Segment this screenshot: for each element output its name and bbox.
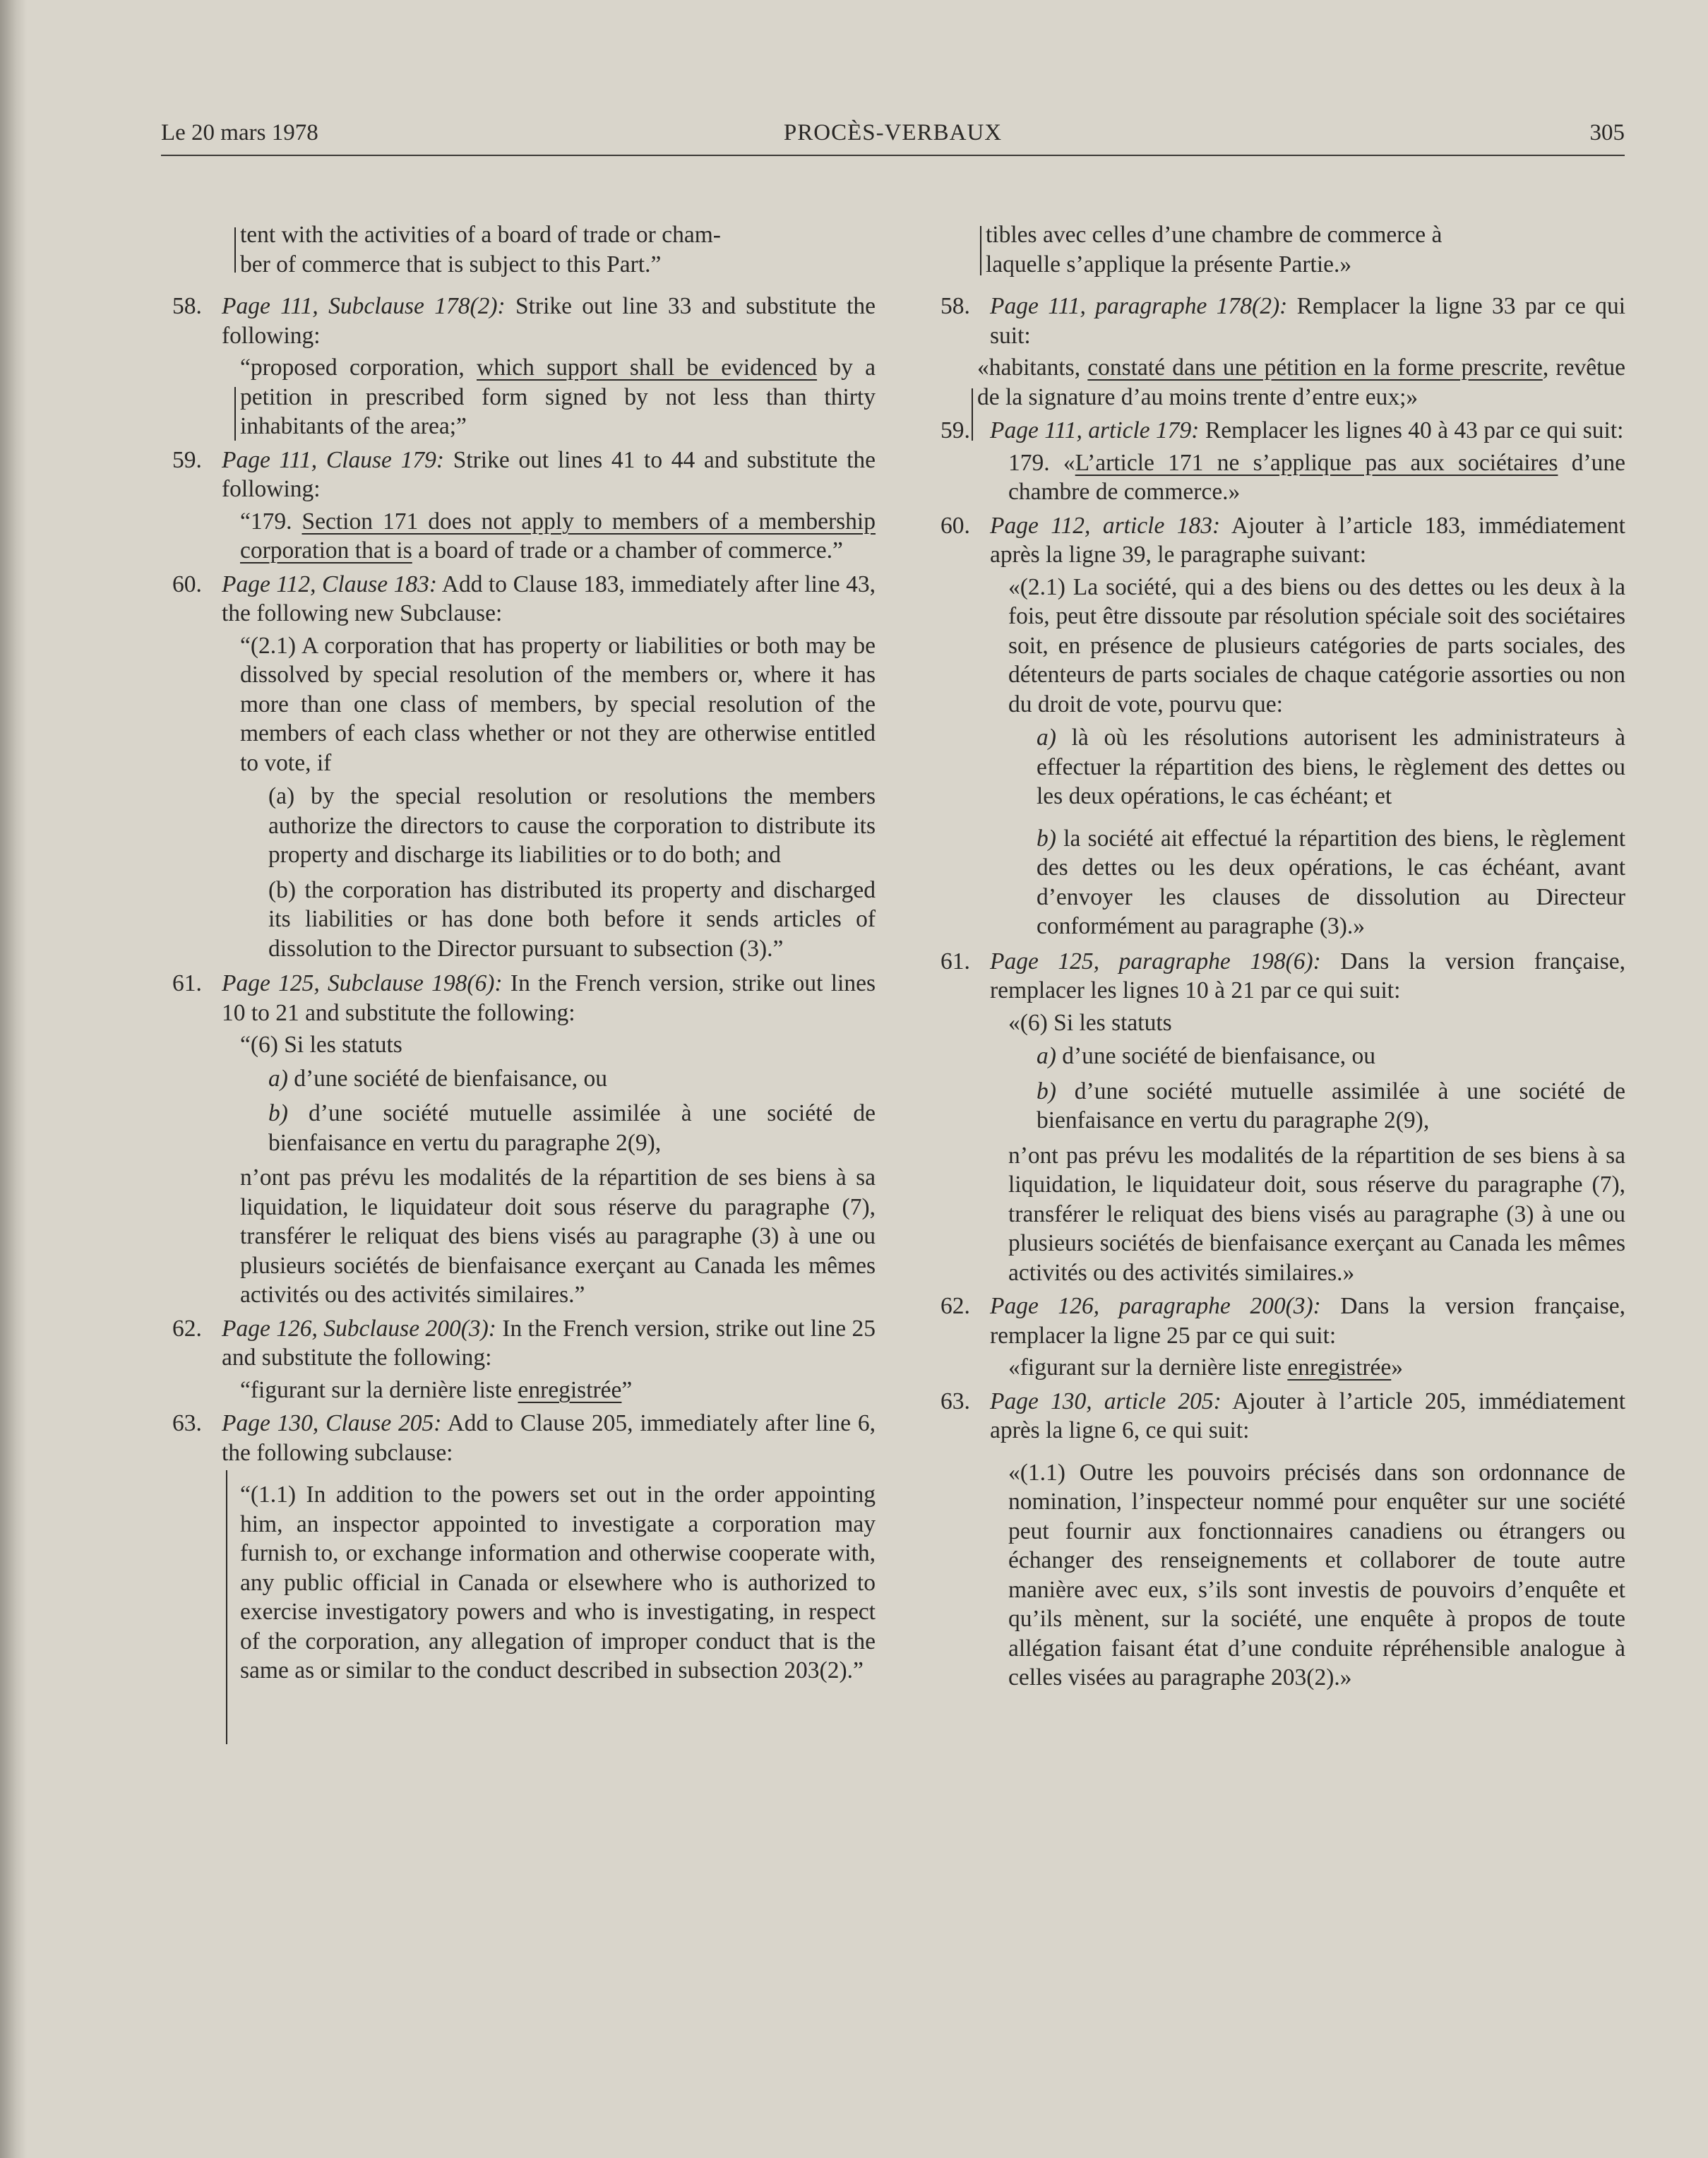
header-date: Le 20 mars 1978 — [161, 120, 318, 145]
header-title: PROCÈS-VERBAUX — [783, 120, 1003, 145]
paragraph-b: b) d’une société mutuelle assimilée à une société de bienfaisance en vertu du paragraphe 2(9), — [268, 1100, 876, 1156]
intro-line-1: tibles avec celles d’une chambre de commerce à — [986, 222, 1443, 248]
item-60 — [172, 570, 876, 628]
item-reference: Page 111, Clause 179: — [222, 446, 444, 473]
amendment-quote-61-body: n’ont pas prévu les modalités de la répartition de ses biens à sa liquidation, le liquidateur doit, sous réserve du paragraphe (7), transférer le reliquat des biens visés au paragraphe (3) à une ou plusieurs sociétés de bienfaisance exerçant au Canada les mêmes activités ou des activités similaires.» — [1008, 1142, 1625, 1286]
item-59 — [940, 416, 1625, 446]
paragraph-a: a) d’une société de bienfaisance, ou — [268, 1065, 607, 1092]
amendment-quote-59: “179. Section 171 does not apply to members of a membership corporation that is a board of trade or a chamber of commerce.” — [240, 508, 876, 564]
amendment-quote-58: “proposed corporation, which support shall be evidenced by a petition in prescribed form signed by not less than thirty inhabitants of the area;” — [172, 353, 876, 441]
item-text: Page 125, Subclause 198(6): In the French version, strike out lines 10 to 21 and substitute the following: — [222, 970, 876, 1026]
item-text: Page 112, article 183: Ajouter à l’article 183, immédiatement après la ligne 39, le paragraphe suivant: — [990, 512, 1625, 568]
item-58 — [172, 292, 876, 350]
paragraph-b: b) d’une société mutuelle assimilée à une société de bienfaisance en vertu du paragraphe 2(9), — [1037, 1078, 1625, 1133]
header-rule — [161, 155, 1625, 156]
item-text: Page 111, Subclause 178(2): Strike out line 33 and substitute the following: — [222, 293, 876, 349]
amendment-quote-60: “(2.1) A corporation that has property or liabilities or both may be dissolved by special resolution of the members or, where it has more than one class of members, by special resolution of the members of each class whether or not they are otherwise entitled to vote, if — [240, 632, 876, 776]
item-61 — [940, 947, 1625, 1006]
amendment-quote-58: «habitants, constaté dans une pétition en la forme prescrite, revêtue de la signature d’au moins trente d’entre eux;» — [940, 353, 1625, 412]
item-reference: Page 112, Clause 183: — [222, 571, 438, 597]
amendment-quote-60: «(2.1) La société, qui a des biens ou des dettes ou les deux à la fois, peut être dissoute par résolution spéciale soit des sociétaires soit, en présence de plusieurs catégories de parts sociales, des détenteurs de parts sociales de chaque catégorie assorties ou non du droit de vote, pourvu que: — [1008, 573, 1625, 717]
item-63 — [940, 1387, 1625, 1445]
item-text: Page 111, paragraphe 178(2): Remplacer la ligne 33 par ce qui suit: — [990, 293, 1626, 349]
item-number: 61. — [940, 948, 970, 974]
revision-bar — [980, 226, 981, 275]
item-text: Page 125, paragraphe 198(6): Dans la version française, remplacer les lignes 10 à 21 par ce qui suit: — [990, 948, 1626, 1003]
item-number: 60. — [940, 512, 970, 539]
intro-line-2: laquelle s’applique la présente Partie.» — [986, 251, 1352, 278]
intro-continuation — [172, 220, 876, 279]
revision-bar — [972, 388, 973, 441]
item-reference: Page 126, Subclause 200(3): — [222, 1315, 496, 1342]
revision-bar — [226, 1470, 227, 1744]
item-number: 62. — [940, 1293, 970, 1319]
item-number: 59. — [172, 446, 202, 473]
intro-line-2: ber of commerce that is subject to this Part.” — [240, 251, 662, 278]
item-60 — [940, 511, 1625, 570]
amendment-quote-62: “figurant sur la dernière liste enregistrée” — [240, 1376, 633, 1403]
item-reference: Page 111, paragraphe 178(2): — [990, 293, 1288, 319]
paragraph-a: a) là où les résolutions autorisent les administrateurs à effectuer la répartition des biens, le règlement des dettes ou les deux opérations, le cas échéant; et — [1037, 725, 1625, 809]
amendment-quote-61: «(6) Si les statuts — [1008, 1009, 1172, 1036]
item-62 — [940, 1292, 1625, 1350]
amendment-quote-59: 179. «L’article 171 ne s’applique pas aux sociétaires d’une chambre de commerce.» — [1008, 449, 1626, 505]
item-number: 58. — [172, 293, 202, 319]
item-number: 63. — [940, 1388, 970, 1414]
item-text: Page 111, Clause 179: Strike out lines 41 to 44 and substitute the following: — [222, 446, 876, 502]
revision-bar — [234, 227, 236, 273]
amendment-quote-61: “(6) Si les statuts — [240, 1032, 402, 1058]
item-number: 61. — [172, 970, 202, 996]
item-59 — [172, 446, 876, 504]
item-number: 60. — [172, 571, 202, 597]
intro-line-1: tent with the activities of a board of trade or cham- — [240, 222, 721, 248]
item-text: Page 112, Clause 183: Add to Clause 183, immediately after line 43, the following new Subclause: — [222, 571, 876, 626]
item-reference: Page 130, article 205: — [990, 1388, 1222, 1414]
item-58 — [940, 292, 1625, 350]
paragraph-a: a) d’une société de bienfaisance, ou — [1037, 1043, 1375, 1069]
item-reference: Page 125, paragraphe 198(6): — [990, 948, 1321, 974]
english-column — [172, 220, 876, 1690]
intro-continuation — [940, 220, 1625, 279]
item-reference: Page 125, Subclause 198(6): — [222, 970, 503, 996]
page-number: 305 — [1589, 120, 1625, 145]
page-binding-shadow — [0, 0, 27, 2158]
page-header — [161, 120, 1625, 155]
item-text: Page 130, Clause 205: Add to Clause 205, immediately after line 6, the following subclause: — [222, 1410, 876, 1466]
paragraph-a: (a) by the special resolution or resolutions the members authorize the directors to cause the corporation to distribute its property and discharge its liabilities or to do both; and — [268, 783, 876, 868]
french-column — [940, 220, 1625, 1697]
item-reference: Page 126, paragraphe 200(3): — [990, 1293, 1321, 1319]
item-reference: Page 111, article 179: — [990, 417, 1200, 443]
item-text: Page 130, article 205: Ajouter à l’article 205, immédiatement après la ligne 6, ce qui suit: — [990, 1388, 1625, 1443]
item-61 — [172, 969, 876, 1027]
item-reference: Page 111, Subclause 178(2): — [222, 293, 506, 319]
item-text: Page 111, article 179: Remplacer les lignes 40 à 43 par ce qui suit: — [990, 417, 1624, 443]
item-text: Page 126, Subclause 200(3): In the French version, strike out line 25 and substitute the following: — [222, 1315, 876, 1371]
item-number: 63. — [172, 1410, 202, 1436]
amendment-quote-63: “(1.1) In addition to the powers set out in the order appointing him, an inspector appointed to investigate a corporation may furnish to, or exchange information and otherwise cooperate with, any public official in Canada or elsewhere who is authorized to exercise investigatory powers and who is investigating, in respect of the corporation, any allegation of improper conduct that is the same as or similar to the conduct described in subsection 203(2).” — [172, 1470, 876, 1686]
item-reference: Page 130, Clause 205: — [222, 1410, 442, 1436]
item-63 — [172, 1409, 876, 1467]
amendment-quote-63: «(1.1) Outre les pouvoirs précisés dans son ordonnance de nomination, l’inspecteur nommé pour enquêter sur une société peut fournir aux fonctionnaires canadiens ou étrangers ou échanger des renseignements et collaborer de toute autre manière avec eux, s’ils sont investis de pouvoirs d’enquête et qu’ils mènent, sur la société, une enquête à propos de toute allégation faisant état d’une conduite répréhensible analogue à celles visées au paragraphe 203(2).» — [1008, 1459, 1625, 1691]
item-number: 58. — [940, 293, 970, 319]
item-number: 62. — [172, 1315, 202, 1342]
paragraph-b: b) la société ait effectué la répartition des biens, le règlement des dettes ou les deux opérations, le cas échéant, avant d’envoyer les clauses de dissolution au Directeur conformément au paragraphe (3).» — [1037, 825, 1625, 939]
item-text: Page 126, paragraphe 200(3): Dans la version française, remplacer la ligne 25 par ce qui suit: — [990, 1293, 1626, 1349]
paragraph-b: (b) the corporation has distributed its property and discharged its liabilities or has done both before it sends articles of dissolution to the Director pursuant to subsection (3).” — [268, 876, 876, 962]
item-reference: Page 112, article 183: — [990, 512, 1221, 539]
item-number: 59. — [940, 417, 970, 443]
amendment-quote-61-body: n’ont pas prévu les modalités de la répartition de ses biens à sa liquidation, le liquidateur doit sous réserve du paragraphe (7), transférer le reliquat des biens visés au paragraphe (3) à une ou plusieurs sociétés de bienfaisance exerçant au Canada les mêmes activités ou des activités similaires.” — [240, 1164, 876, 1308]
revision-bar — [234, 387, 236, 441]
item-62 — [172, 1314, 876, 1373]
amendment-quote-62: «figurant sur la dernière liste enregistrée» — [1008, 1354, 1404, 1381]
